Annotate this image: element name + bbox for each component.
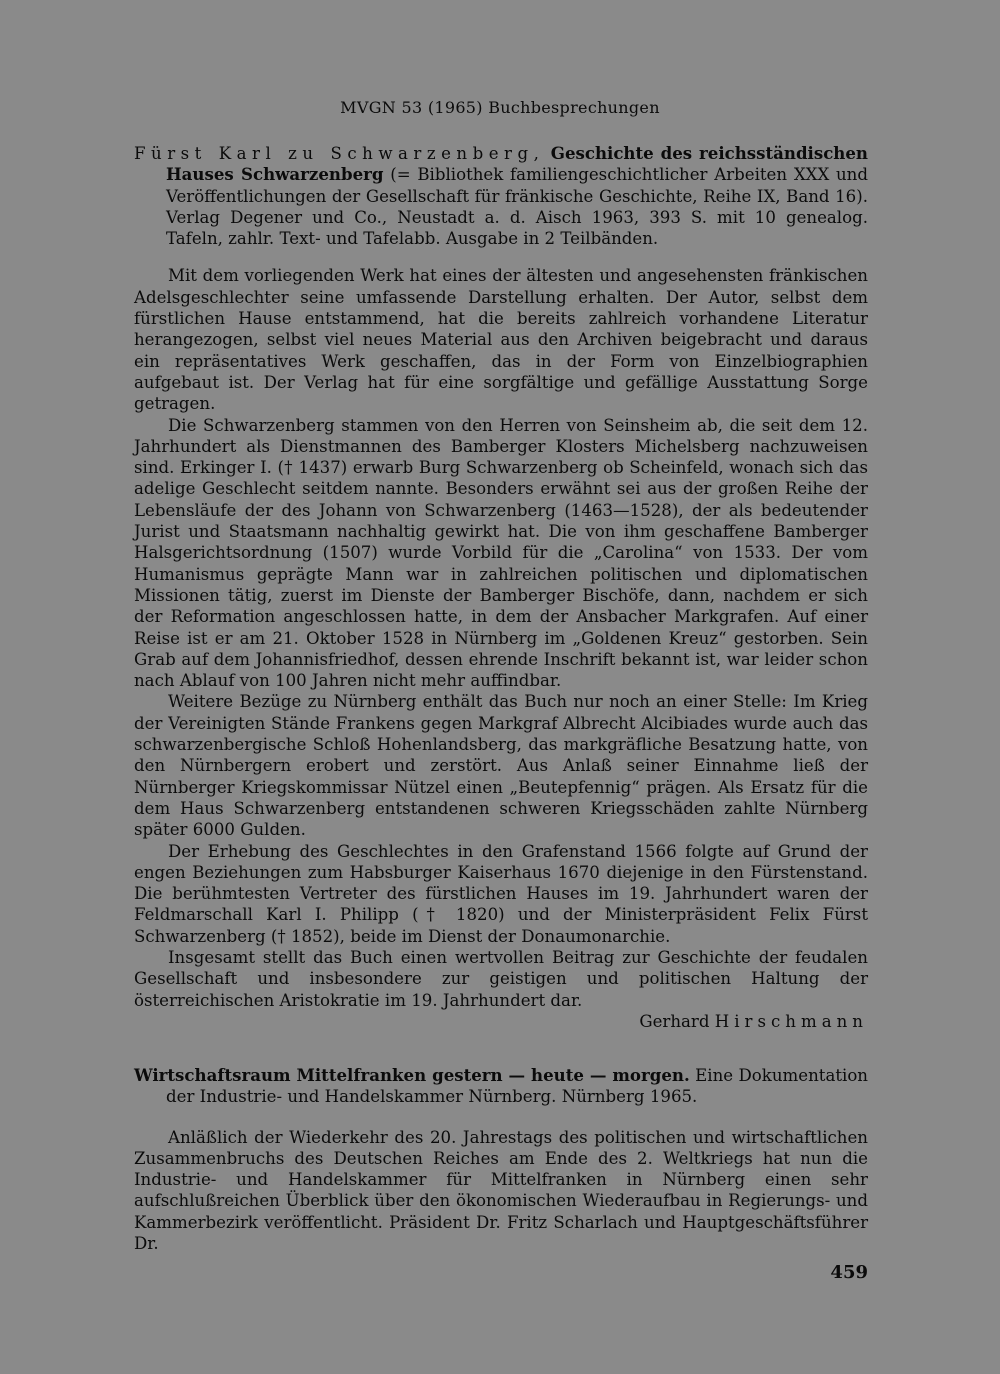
review-1-paragraph: Mit dem vorliegenden Werk hat eines der ältesten und angesehensten fränkischen Adelsgeschlechter seine umfassende Darstellung erhalten. Der Autor, selbst dem fürstlichen Hause entstammend, hat die bereits zahlreich vorhandene Literatur herangezogen, selbst viel neues Material aus den Archiven beigebracht und daraus ein repräsentatives Werk geschaffen, das in der Form von Einzelbiographien aufgebaut ist. Der Verlag hat für eine sorgfältige und gefällige Ausstattung Sorge getragen.	[134, 266, 868, 414]
review-1-author: Fürst Karl zu Schwarzenberg,	[134, 144, 545, 163]
reviewer-first-name: Gerhard	[639, 1011, 710, 1031]
review-1-paragraph: Weitere Bezüge zu Nürnberg enthält das Buch nur noch an einer Stelle: Im Krieg der Vereinigten Stände Frankens gegen Markgraf Albrecht Alcibiades wurde auch das schwarzenbergische Schloß Hohenlandsberg, das markgräfliche Besatzung hatte, von den Nürnbergern erobert und zerstört. Aus Anlaß seiner Einnahme ließ der Nürnberger Kriegskommissar Nützel einen „Beutepfennig“ prägen. Als Ersatz für die dem Haus Schwarzenberg entstandenen schweren Kriegsschäden zahlte Nürnberg später 6000 Gulden.	[134, 692, 868, 840]
reviewer-last-name: Hirschmann	[714, 1011, 868, 1031]
review-2-paragraph: Anläßlich der Wiederkehr des 20. Jahrestags des politischen und wirtschaftlichen Zusammenbruchs des Deutschen Reiches am Ende des 2. Weltkriegs hat nun die Industrie- und Handelskammer für Mittelfranken in Nürnberg einen sehr aufschlußreichen Überblick über den ökonomischen Wiederaufbau in Regierungs- und Kammerbezirk veröffentlicht. Präsident Dr. Fritz Scharlach und Hauptgeschäftsführer Dr.	[134, 1127, 868, 1254]
review-1	[134, 143, 868, 1032]
review-2-title: Wirtschaftsraum Mittelfranken gestern — heute — morgen.	[134, 1065, 690, 1085]
review-1-paragraph: Der Erhebung des Geschlechtes in den Grafenstand 1566 folgte auf Grund der engen Beziehungen zum Habsburger Kaiserhaus 1670 diejenige in den Fürstenstand. Die berühmtesten Vertreter des fürstlichen Hauses im 19. Jahrhundert waren der Feldmarschall Karl I. Philipp († 1820) und der Ministerpräsident Felix Fürst Schwarzenberg († 1852), beide im Dienst der Donaumonarchie.	[134, 841, 868, 946]
reviewer-signature	[134, 1011, 868, 1032]
review-1-title: Geschichte des reichsständischen Hauses Schwarzenberg	[166, 143, 868, 185]
review-1-paragraph: Insgesamt stellt das Buch einen wertvollen Beitrag zur Geschichte der feudalen Gesellschaft und insbesondere zur geistigen und politischen Haltung der österreichischen Aristokratie im 19. Jahrhundert dar.	[134, 947, 868, 1010]
review-2-publication-details: Eine Dokumentation der Industrie- und Handelskammer Nürnberg. Nürnberg 1965.	[166, 1066, 868, 1107]
review-1-publication-details: (= Bibliothek familiengeschichtlicher Arbeiten XXX und Veröffentlichungen der Gesellschaft für fränkische Geschichte, Reihe IX, Band 16). Verlag Degener und Co., Neustadt a. d. Aisch 1963, 393 S. mit 10 genealog. Tafeln, zahlr. Text- und Tafelabb. Ausgabe in 2 Teilbänden.	[166, 165, 868, 249]
page-number: 459	[830, 1262, 868, 1283]
review-1-citation	[134, 143, 868, 249]
review-2	[134, 1065, 868, 1254]
running-head: MVGN 53 (1965) Buchbesprechungen	[340, 98, 660, 117]
review-1-paragraph: Die Schwarzenberg stammen von den Herren von Seinsheim ab, die seit dem 12. Jahrhundert als Dienstmannen des Bamberger Klosters Michelsberg nachzuweisen sind. Erkinger I. († 1437) erwarb Burg Schwarzenberg ob Scheinfeld, wonach sich das adelige Geschlecht seitdem nannte. Besonders erwähnt sei aus der großen Reihe der Lebensläufe der des Johann von Schwarzenberg (1463—1528), der als bedeutender Jurist und Staatsmann nachhaltig gewirkt hat. Die von ihm geschaffene Bamberger Halsgerichtsordnung (1507) wurde Vorbild für die „Carolina“ von 1533. Der vom Humanismus geprägte Mann war in zahlreichen politischen und diplomatischen Missionen tätig, zuerst im Dienste der Bamberger Bischöfe, dann, nachdem er sich der Reformation angeschlossen hatte, in dem der Ansbacher Markgrafen. Auf einer Reise ist er am 21. Oktober 1528 in Nürnberg im „Goldenen Kreuz“ gestorben. Sein Grab auf dem Johannisfriedhof, dessen ehrende Inschrift bekannt ist, war leider schon nach Ablauf von 100 Jahren nicht mehr auffindbar.	[134, 415, 868, 691]
review-2-citation	[134, 1065, 868, 1108]
